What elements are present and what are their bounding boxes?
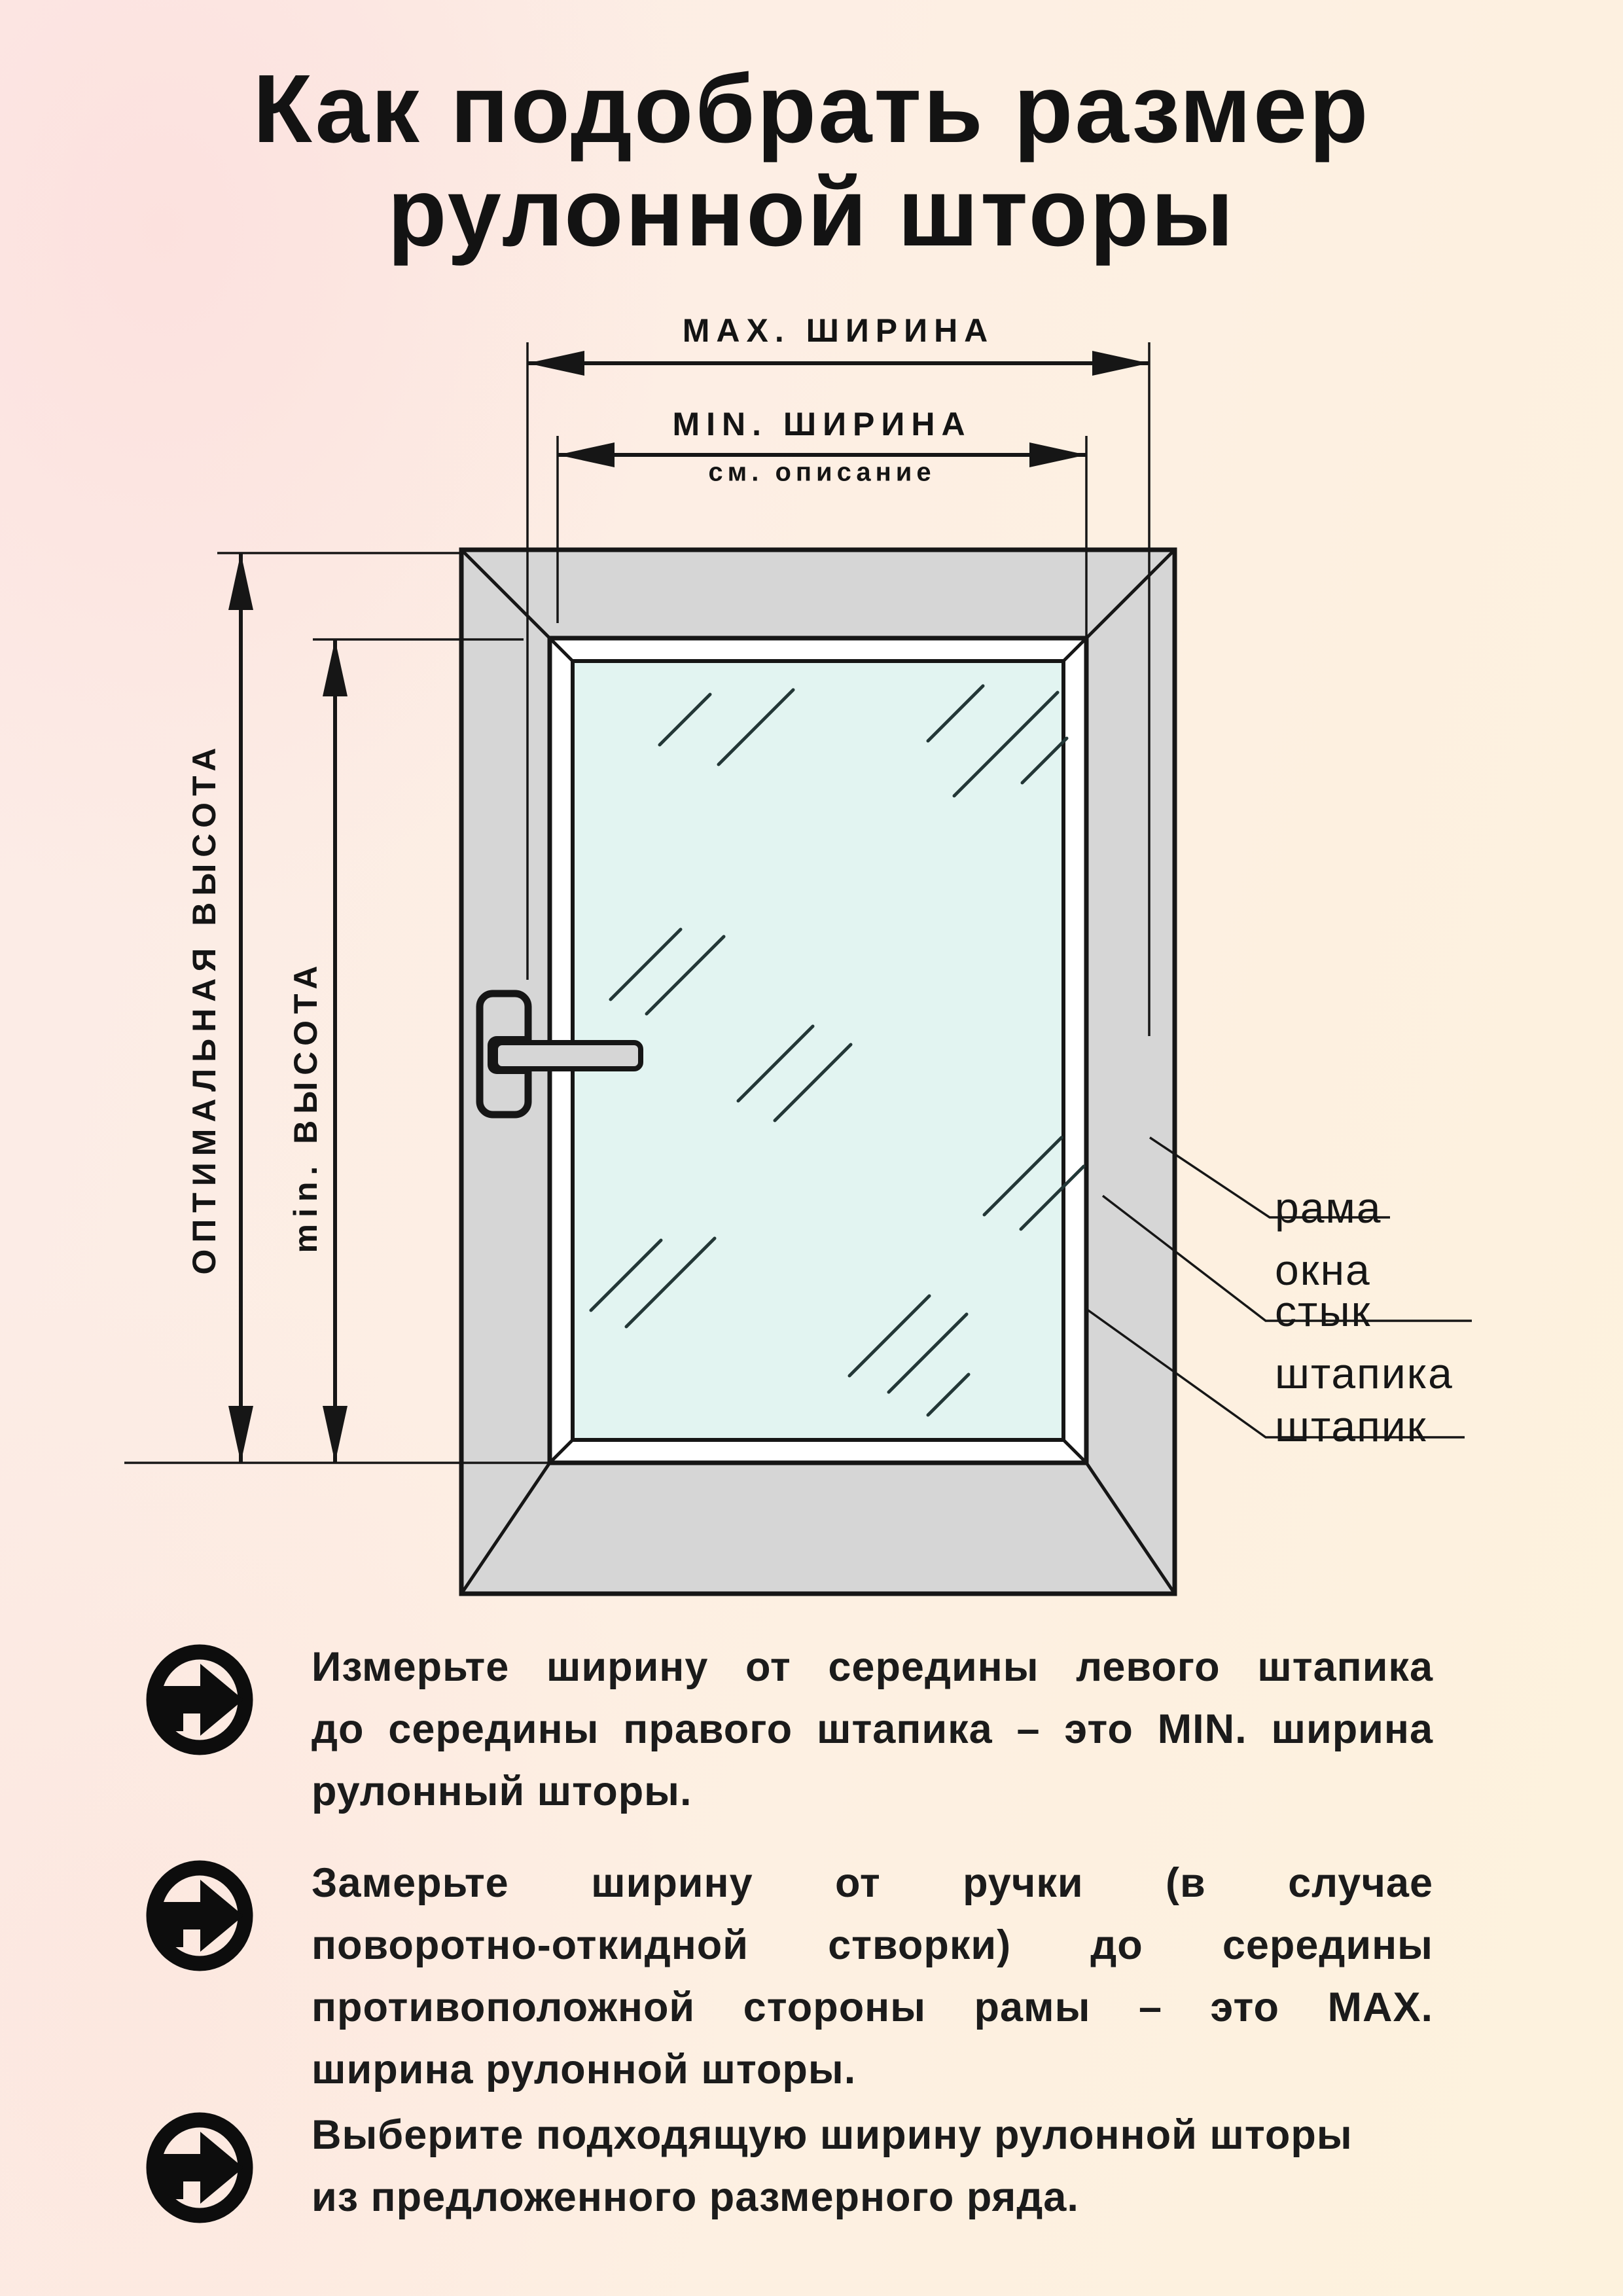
instruction-row-3 (145, 2104, 1433, 2229)
arrowhead-down-icon (323, 1406, 348, 1463)
arrowhead-left-icon (527, 351, 584, 376)
arrow-circle-icon (145, 1644, 254, 1755)
instruction-line: рулонный шторы. (312, 1768, 692, 1814)
window-glass (573, 661, 1063, 1440)
bead-callout-line1: штапик (1275, 1402, 1427, 1450)
instruction-text-1 (312, 1636, 1433, 1823)
max-width-label: MAX. ШИРИНА (682, 312, 995, 349)
arrowhead-left-icon (558, 442, 615, 467)
instruction-line: Измерьте ширину от середины левого штапика (312, 1644, 1433, 1690)
instruction-line: до середины правого штапика – это MIN. ширина (312, 1706, 1433, 1752)
bead-joint-callout (1275, 1280, 1454, 1405)
page-title-line1: Как подобрать размер (253, 55, 1370, 163)
instruction-text-2 (312, 1852, 1433, 2101)
arrowhead-right-icon (1092, 351, 1149, 376)
instruction-line: противоположной стороны рамы – это MAX. (312, 1984, 1433, 2030)
instruction-text-3 (312, 2104, 1433, 2229)
arrowhead-down-icon (228, 1406, 253, 1463)
bead-joint-callout-line2: штапика (1275, 1349, 1454, 1397)
instruction-line: из предложенного размерного ряда. (312, 2174, 1079, 2220)
see-description-label: см. описание (708, 457, 936, 487)
min-width-label: MIN. ШИРИНА (672, 406, 972, 442)
instruction-line: Выберите подходящую ширину рулонной шторы (312, 2112, 1353, 2158)
optimal-height-label: ОПТИМАЛЬНАЯ ВЫСОТА (186, 741, 223, 1275)
arrow-circle-icon (145, 1860, 254, 1971)
frame-callout-line2: окна (1275, 1246, 1371, 1294)
min-height-label: min. ВЫСОТА (287, 959, 324, 1253)
instruction-line: Замерьте ширину от ручки (в случае (312, 1860, 1433, 1906)
bead-callout (1275, 1395, 1427, 1458)
instruction-line: поворотно-откидной створки) до середины (312, 1922, 1433, 1968)
arrowhead-right-icon (1029, 442, 1086, 467)
frame-callout-line1: рама (1275, 1183, 1382, 1232)
page-title-line2: рулонной шторы (387, 158, 1236, 266)
bead-joint-callout-line1: стык (1275, 1287, 1372, 1335)
instruction-row-2 (145, 1852, 1433, 2101)
instruction-row-1 (145, 1636, 1433, 1823)
instruction-line: ширина рулонной шторы. (312, 2047, 857, 2092)
arrow-circle-icon (145, 2112, 254, 2223)
arrowhead-up-icon (228, 553, 253, 610)
arrowhead-up-icon (323, 639, 348, 696)
